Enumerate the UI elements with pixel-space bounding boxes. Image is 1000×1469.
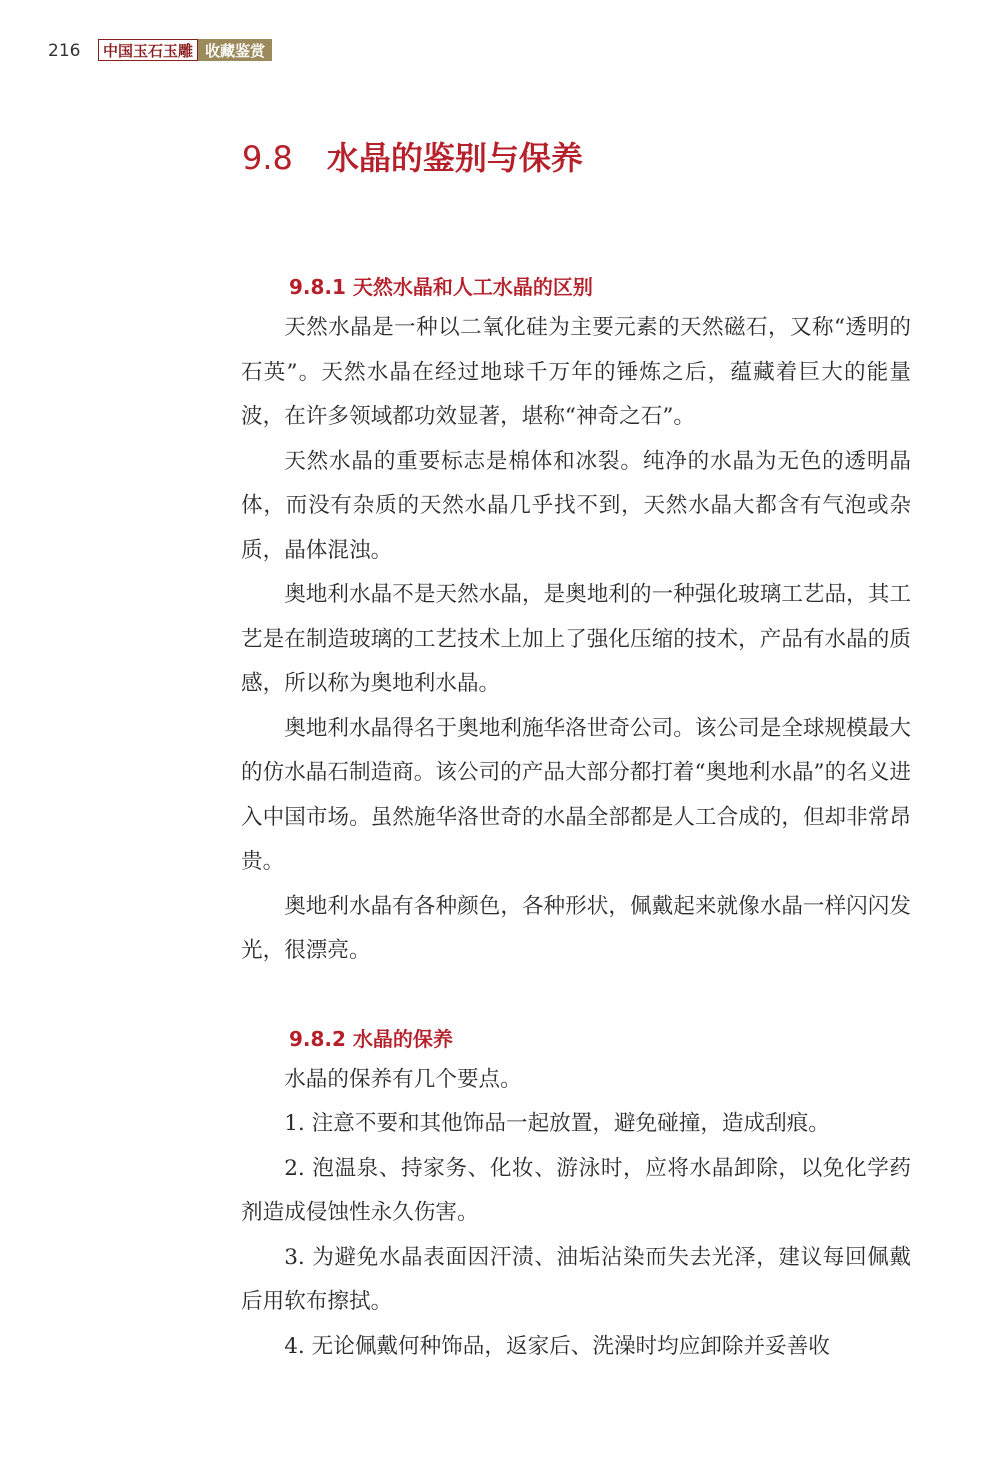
series-title: 中国玉石玉雕	[98, 39, 198, 61]
section-title-text: 水晶的鉴别与保养	[326, 139, 583, 177]
paragraph: 奥地利水晶不是天然水晶，是奥地利的一种强化玻璃工艺品，其工艺是在制造玻璃的工艺技术上加上了强化压缩的技术，产品有水晶的质感，所以称为奥地利水晶。	[241, 582, 911, 696]
paragraph: 天然水晶是一种以二氧化硅为主要元素的天然磁石，又称“透明的石英”。天然水晶在经过地球千万年的锤炼之后，蕴藏着巨大的能量波，在许多领域都功效显著，堪称“神奇之石”。	[241, 315, 911, 429]
section-title	[242, 136, 583, 180]
paragraph: 奥地利水晶得名于奥地利施华洛世奇公司。该公司是全球规模最大的仿水晶石制造商。该公司的产品大部分都打着“奥地利水晶”的名义进入中国市场。虽然施华洛世奇的水晶全部都是人工合成的，但却非常昂贵。	[241, 715, 911, 874]
paragraph: 水晶的保养有几个要点。	[284, 1066, 522, 1092]
series-tag	[98, 39, 272, 61]
list-item: 3. 为避免水晶表面因汗渍、油垢沾染而失去光泽，建议每回佩戴后用软布擦拭。	[241, 1244, 911, 1314]
list-item: 1. 注意不要和其他饰品一起放置，避免碰撞，造成刮痕。	[284, 1111, 830, 1136]
subsection-heading-1: 9.8.1 天然水晶和人工水晶的区别	[289, 275, 593, 299]
list-item: 4. 无论佩戴何种饰品，返家后、洗澡时均应卸除并妥善收	[284, 1333, 830, 1359]
paragraph: 奥地利水晶有各种颜色，各种形状，佩戴起来就像水晶一样闪闪发光，很漂亮。	[241, 893, 911, 963]
series-subtitle: 收藏鉴赏	[198, 39, 272, 61]
paragraph: 天然水晶的重要标志是棉体和冰裂。纯净的水晶为无色的透明晶体，而没有杂质的天然水晶几乎找不到，天然水晶大都含有气泡或杂质，晶体混浊。	[241, 448, 911, 563]
section-gap	[241, 974, 911, 1020]
list-item: 2. 泡温泉、持家务、化妆、游泳时，应将水晶卸除，以免化学药剂造成侵蚀性永久伤害。	[241, 1155, 911, 1225]
subsection-heading-2: 9.8.2 水晶的保养	[289, 1026, 453, 1051]
section-number: 9.8	[242, 139, 293, 177]
body-content	[241, 268, 911, 1369]
page-number: 216	[48, 41, 81, 61]
